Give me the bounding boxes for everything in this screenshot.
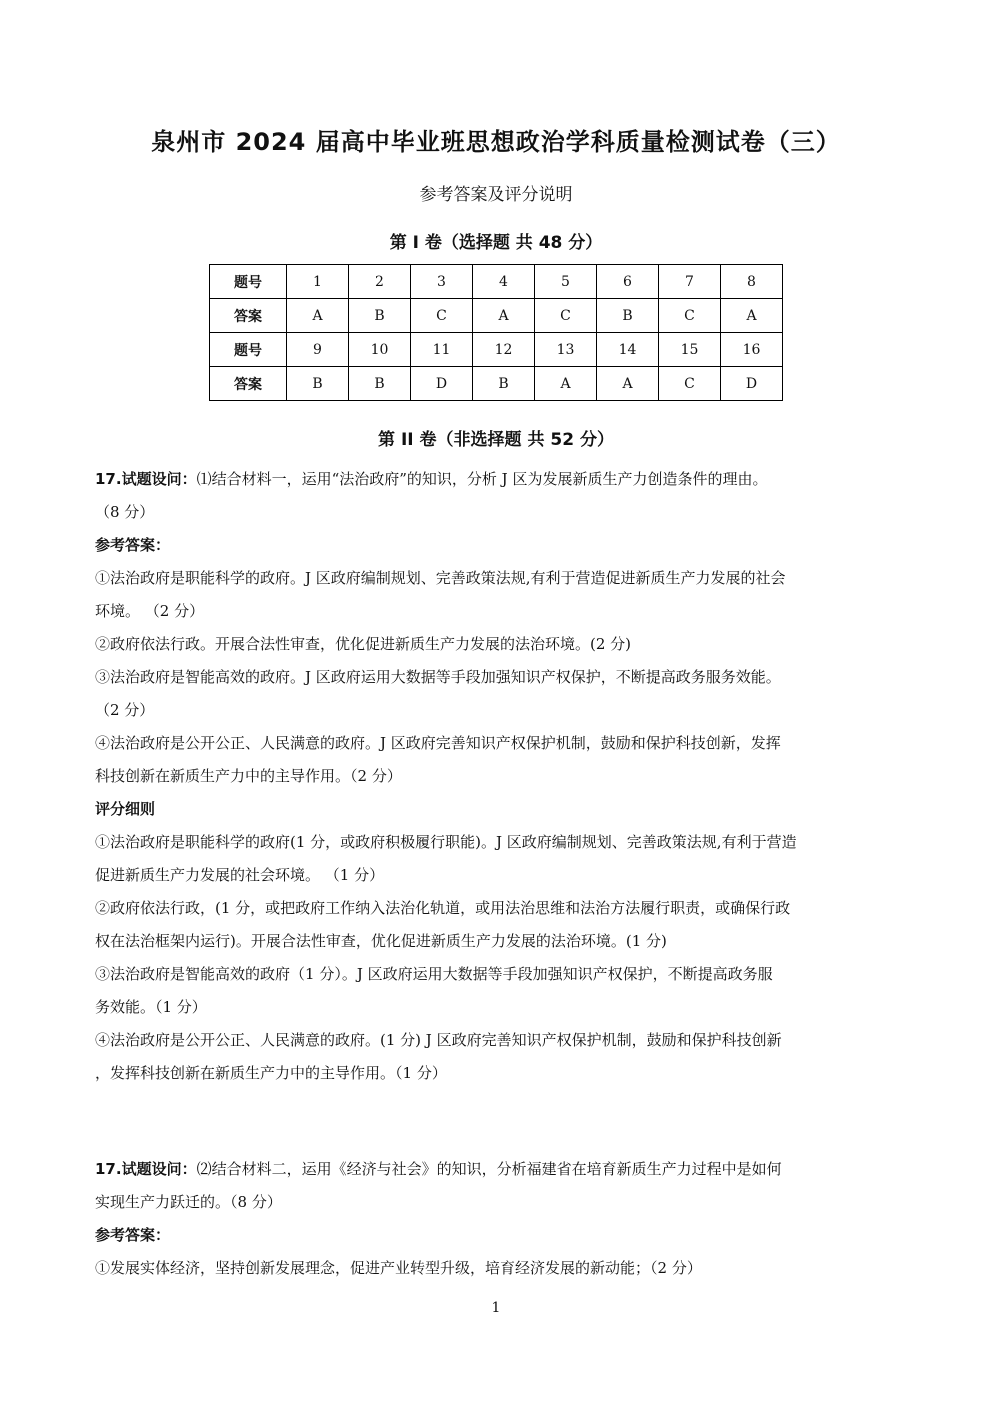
answer-cell: D	[411, 367, 473, 401]
table-row	[210, 299, 783, 333]
question-number: 4	[473, 265, 535, 299]
row-label: 答案	[210, 299, 287, 333]
question-number: 7	[659, 265, 721, 299]
question-number: 6	[597, 265, 659, 299]
reference-line: ②政府依法行政。开展合法性审查，优化促进新质生产力发展的法治环境。(2 分)	[95, 635, 632, 653]
page-subtitle: 参考答案及评分说明	[419, 185, 573, 205]
question-prompt	[95, 1153, 905, 1186]
page-title: 泉州市 2024 届高中毕业班思想政治学科质量检测试卷（三）	[151, 128, 841, 156]
question-number: 5	[535, 265, 597, 299]
scoring-line: ，发挥科技创新在新质生产力中的主导作用。（1 分）	[95, 1064, 447, 1082]
answer-table	[209, 264, 783, 401]
reference-line: ④法治政府是公开公正、人民满意的政府。J 区政府完善知识产权保护机制，鼓励和保护科技创新，发挥	[95, 734, 781, 752]
question-text: ⑴结合材料一，运用“法治政府”的知识，分析 J 区为发展新质生产力创造条件的理由。	[196, 470, 768, 488]
question-number: 1	[287, 265, 349, 299]
row-label: 题号	[210, 333, 287, 367]
page-number: 1	[491, 1300, 501, 1316]
scoring-line: 促进新质生产力发展的社会环境。 （1 分）	[95, 866, 385, 884]
table-row	[210, 265, 783, 299]
answer-cell: D	[721, 367, 783, 401]
reference-line: （2 分）	[95, 701, 155, 719]
reference-answer-label: 参考答案：	[95, 536, 171, 554]
scoring-line: 权在法治框架内运行)。开展合法性审查，优化促进新质生产力发展的法治环境。(1 分)	[95, 932, 667, 950]
question-number: 8	[721, 265, 783, 299]
scoring-line: ④法治政府是公开公正、人民满意的政府。(1 分) J 区政府完善知识产权保护机制，鼓励和保护科技创新	[95, 1031, 782, 1049]
question-number: 3	[411, 265, 473, 299]
answer-cell: C	[659, 299, 721, 333]
section2-heading: 第 II 卷（非选择题 共 52 分）	[378, 430, 614, 450]
question-number: 12	[473, 333, 535, 367]
answer-cell: A	[597, 367, 659, 401]
question-number: 9	[287, 333, 349, 367]
scoring-line: ③法治政府是智能高效的政府（1 分）。J 区政府运用大数据等手段加强知识产权保护，不断提高政务服	[95, 965, 773, 983]
scoring-line: ②政府依法行政，(1 分，或把政府工作纳入法治化轨道，或用法治思维和法治方法履行职责，或确保行政	[95, 899, 791, 917]
question-number: 16	[721, 333, 783, 367]
reference-line: 环境。 （2 分）	[95, 602, 205, 620]
reference-line: 科技创新在新质生产力中的主导作用。（2 分）	[95, 767, 402, 785]
answer-cell: A	[287, 299, 349, 333]
scoring-detail-label: 评分细则	[95, 800, 156, 818]
question-number: 13	[535, 333, 597, 367]
answer-cell: C	[659, 367, 721, 401]
scoring-line: ①法治政府是职能科学的政府(1 分，或政府积极履行职能)。J 区政府编制规划、完善政策法规,有利于营造	[95, 833, 797, 851]
reference-answer-label: 参考答案：	[95, 1226, 171, 1244]
table-row	[210, 333, 783, 367]
question-text: ⑵结合材料二，运用《经济与社会》的知识，分析福建省在培育新质生产力过程中是如何	[196, 1160, 782, 1178]
table-row	[210, 367, 783, 401]
question-label: 17.试题设问：	[95, 1160, 197, 1178]
answer-cell: B	[473, 367, 535, 401]
answer-body	[95, 463, 905, 1285]
question-label: 17.试题设问：	[95, 470, 197, 488]
answer-cell: B	[287, 367, 349, 401]
answer-cell: A	[535, 367, 597, 401]
question-number: 11	[411, 333, 473, 367]
answer-cell: A	[721, 299, 783, 333]
row-label: 题号	[210, 265, 287, 299]
question-number: 14	[597, 333, 659, 367]
answer-cell: B	[349, 367, 411, 401]
section1-heading: 第 I 卷（选择题 共 48 分）	[389, 233, 603, 253]
reference-line: ①发展实体经济，坚持创新发展理念，促进产业转型升级，培育经济发展的新动能；（2 分）	[95, 1259, 702, 1277]
answer-cell: B	[349, 299, 411, 333]
question-number: 10	[349, 333, 411, 367]
question-text-cont: （8 分）	[95, 503, 155, 521]
question-number: 2	[349, 265, 411, 299]
question-number: 15	[659, 333, 721, 367]
scoring-line: 务效能。（1 分）	[95, 998, 207, 1016]
answer-cell: C	[411, 299, 473, 333]
row-label: 答案	[210, 367, 287, 401]
section-spacer	[95, 1090, 905, 1153]
reference-line: ①法治政府是职能科学的政府。J 区政府编制规划、完善政策法规,有利于营造促进新质生产力发展的社会	[95, 569, 786, 587]
answer-cell: C	[535, 299, 597, 333]
answer-cell: A	[473, 299, 535, 333]
question-prompt	[95, 463, 905, 496]
answer-cell: B	[597, 299, 659, 333]
question-text-cont: 实现生产力跃迁的。（8 分）	[95, 1193, 282, 1211]
reference-line: ③法治政府是智能高效的政府。J 区政府运用大数据等手段加强知识产权保护，不断提高政务服务效能。	[95, 668, 781, 686]
